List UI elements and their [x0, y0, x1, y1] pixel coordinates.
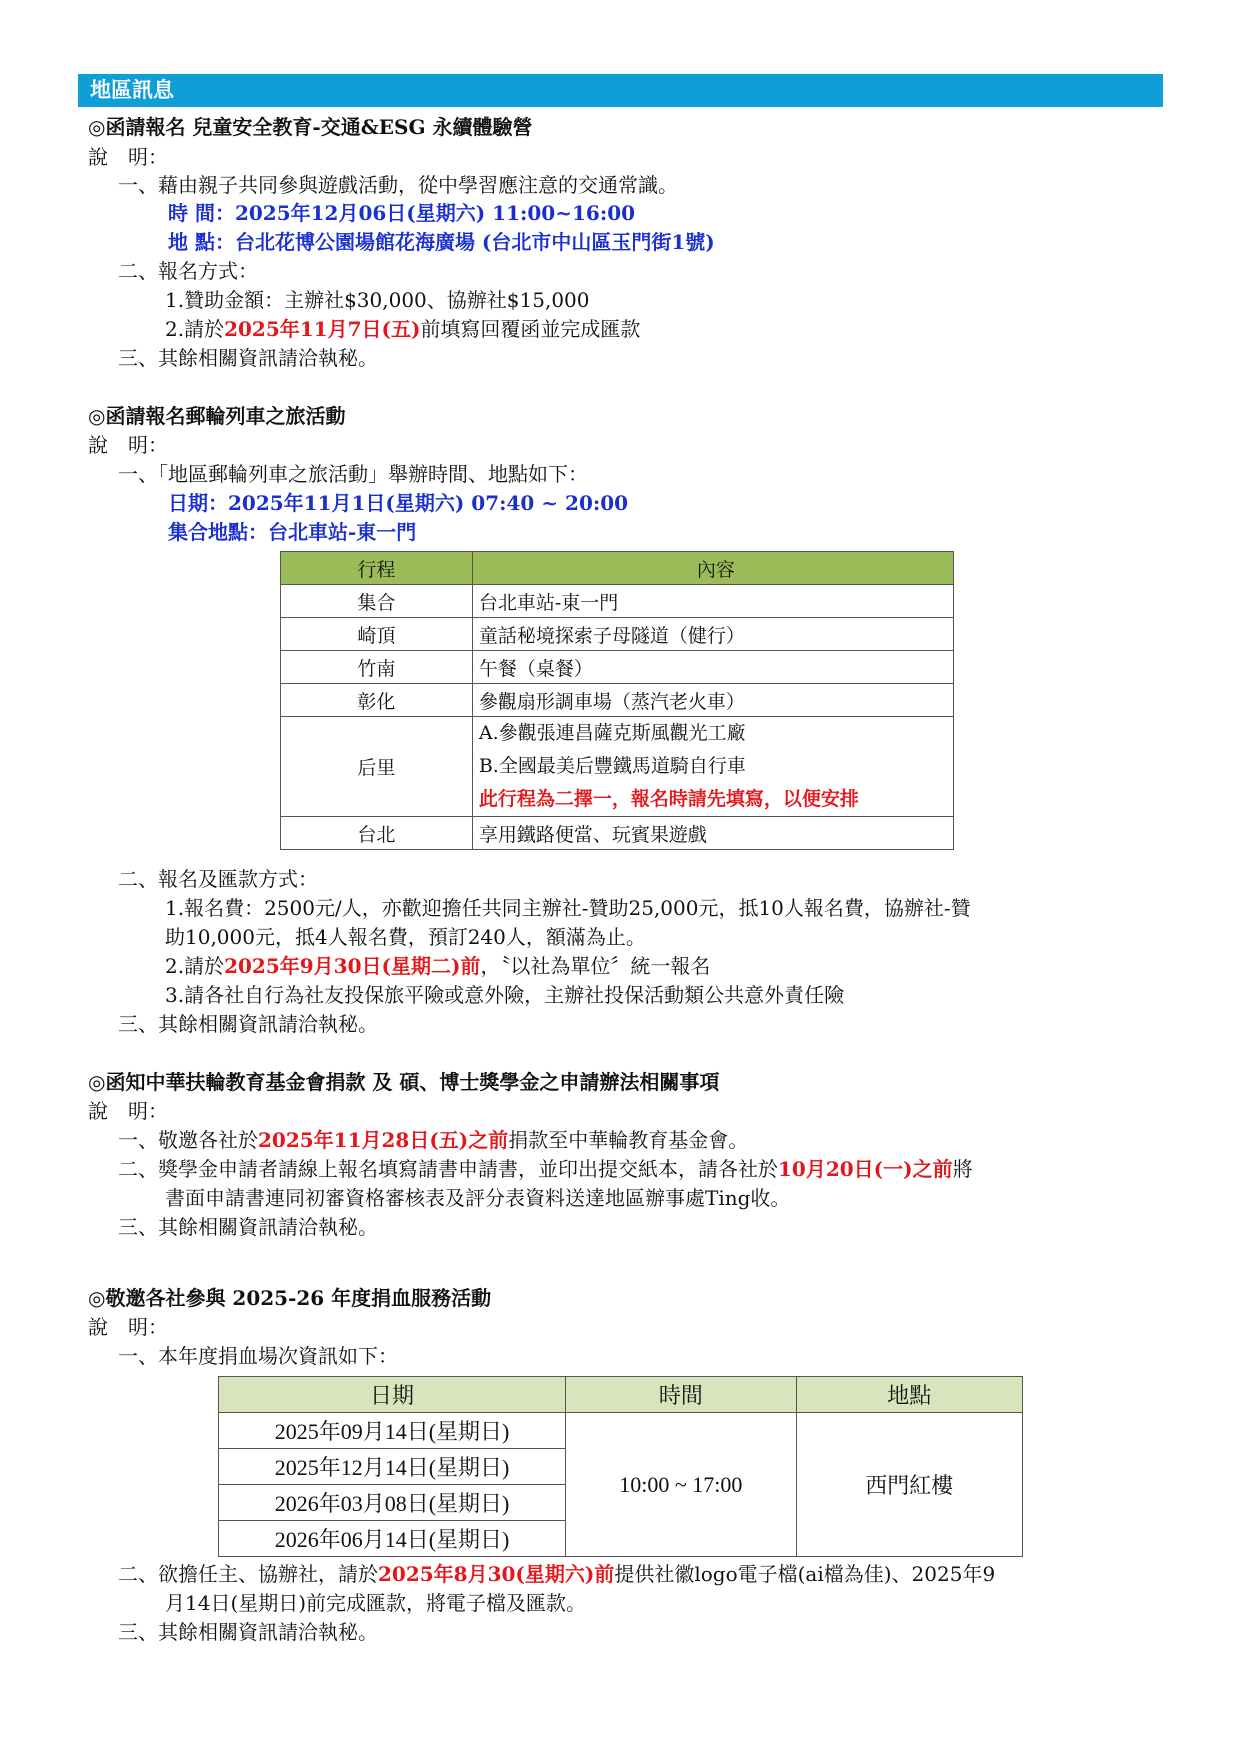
itinerary-content: 參觀扇形調車場（蒸汽老火車） — [472, 684, 953, 717]
s3-desc-label: 說 明： — [88, 1099, 168, 1123]
s3-item2-pre: 二、獎學金申請者請線上報名填寫請書申請書，並印出提交紙本，請各社於 — [118, 1157, 778, 1181]
itinerary-content — [472, 717, 953, 817]
itinerary-stop: 集合 — [281, 585, 473, 618]
s2-deadline-post: ，〝以社為單位〞統一報名 — [480, 954, 711, 978]
s3-item2b: 書面申請書連同初審資格審核表及評分表資料送達地區辦事處Ting收。 — [165, 1186, 791, 1210]
s3-item1-pre: 一、敬邀各社於 — [118, 1128, 258, 1152]
blood-header-cell: 日期 — [219, 1377, 566, 1413]
s2-item3: 三、其餘相關資訊請洽執秘。 — [118, 1012, 378, 1036]
itinerary-row — [281, 651, 954, 684]
s2-title: ◎函請報名郵輪列車之旅活動 — [88, 404, 346, 428]
s3-title: ◎函知中華扶輪教育基金會捐款 及 碩、博士獎學金之申請辦法相關事項 — [88, 1070, 720, 1094]
s3-item2-post: 將 — [952, 1157, 973, 1181]
s1-deadline-date: 2025年11月7日(五) — [224, 317, 421, 341]
s1-item1: 一、藉由親子共同參與遊戲活動，從中學習應注意的交通常識。 — [118, 173, 678, 197]
s3-item1-date: 2025年11月28日(五)之前 — [258, 1128, 509, 1152]
s2-desc-label: 說 明： — [88, 433, 168, 457]
s3-item1 — [118, 1126, 748, 1154]
s2-date: 日期：2025年11月1日(星期六) 07:40 ~ 20:00 — [168, 491, 629, 515]
s4-item2-post: 提供社徽logo電子檔(ai檔為佳)、2025年9 — [614, 1562, 996, 1586]
itinerary-stop: 彰化 — [281, 684, 473, 717]
s2-deadline — [165, 952, 710, 980]
itinerary-row — [281, 585, 954, 618]
itinerary-content: 午餐（桌餐） — [472, 651, 953, 684]
blood-header-cell: 地點 — [796, 1377, 1022, 1413]
s1-fee: 1.贊助金額：主辦社$30,000、協辦社$15,000 — [165, 288, 590, 312]
s2-meet: 集合地點：台北車站-東一門 — [168, 520, 417, 544]
s2-insurance: 3.請各社自行為社友投保旅平險或意外險，主辦社投保活動類公共意外責任險 — [165, 983, 845, 1007]
s1-desc-label: 說 明： — [88, 145, 168, 169]
s2-item1: 一、「地區郵輪列車之旅活動」舉辦時間、地點如下： — [118, 462, 588, 486]
blood-date: 2025年09月14日(星期日) — [219, 1413, 566, 1449]
blood-date: 2026年06月14日(星期日) — [219, 1521, 566, 1557]
s3-item1-post: 捐款至中華輪教育基金會。 — [508, 1128, 749, 1152]
itinerary-row — [281, 817, 954, 850]
blood-row — [219, 1413, 1023, 1449]
itinerary-row — [281, 684, 954, 717]
blood-header-cell: 時間 — [566, 1377, 796, 1413]
blood-header-row — [219, 1377, 1023, 1413]
itinerary-header-cell: 內容 — [472, 552, 953, 585]
itinerary-header-row — [281, 552, 954, 585]
itinerary-content: 童話秘境探索子母隧道（健行） — [472, 618, 953, 651]
s4-item3: 三、其餘相關資訊請洽執秘。 — [118, 1620, 378, 1644]
houli-option-a: A.參觀張連昌薩克斯風觀光工廠 — [478, 722, 746, 744]
blood-drive-table — [218, 1376, 1023, 1557]
s2-deadline-pre: 2.請於 — [165, 954, 225, 978]
s4-item1: 一、本年度捐血場次資訊如下： — [118, 1344, 398, 1368]
s1-deadline — [165, 315, 640, 343]
s3-item2-date: 10月20日(一)之前 — [778, 1157, 953, 1181]
s2-fee1b: 助10,000元，抵4人報名費，預訂240人，額滿為止。 — [165, 925, 646, 949]
s1-deadline-post: 前填寫回覆函並完成匯款 — [420, 317, 641, 341]
s4-item2 — [118, 1560, 995, 1588]
s4-title: ◎敬邀各社參與 2025-26 年度捐血服務活動 — [88, 1286, 492, 1310]
blood-date: 2026年03月08日(星期日) — [219, 1485, 566, 1521]
s2-deadline-date: 2025年9月30日(星期二)前 — [224, 954, 481, 978]
itinerary-stop: 台北 — [281, 817, 473, 850]
s1-time: 時 間：2025年12月06日(星期六) 11:00~16:00 — [168, 201, 636, 225]
itinerary-header-cell: 行程 — [281, 552, 473, 585]
s1-title: ◎函請報名 兒童安全教育-交通&ESG 永續體驗營 — [88, 115, 533, 139]
s4-item2-date: 2025年8月30(星期六)前 — [378, 1562, 615, 1586]
itinerary-content: 台北車站-東一門 — [472, 585, 953, 618]
blood-place: 西門紅樓 — [796, 1413, 1022, 1557]
itinerary-row — [281, 618, 954, 651]
s3-item2 — [118, 1155, 973, 1183]
houli-option-b: B.全國最美后豐鐵馬道騎自行車 — [478, 755, 746, 777]
itinerary-stop: 崎頂 — [281, 618, 473, 651]
itinerary-stop: 后里 — [281, 717, 473, 817]
s4-item2b: 月14日(星期日)前完成匯款，將電子檔及匯款。 — [165, 1591, 587, 1615]
itinerary-table — [280, 551, 954, 850]
s1-deadline-pre: 2.請於 — [165, 317, 225, 341]
section-header-bar: 地區訊息 — [78, 74, 1163, 107]
s2-item2: 二、報名及匯款方式： — [118, 867, 318, 891]
itinerary-row — [281, 717, 954, 817]
s3-item3: 三、其餘相關資訊請洽執秘。 — [118, 1215, 378, 1239]
s1-item2: 二、報名方式： — [118, 259, 258, 283]
s1-item3: 三、其餘相關資訊請洽執秘。 — [118, 346, 378, 370]
s4-desc-label: 說 明： — [88, 1315, 168, 1339]
s4-item2-pre: 二、欲擔任主、協辦社，請於 — [118, 1562, 378, 1586]
itinerary-content: 享用鐵路便當、玩賓果遊戲 — [472, 817, 953, 850]
houli-note: 此行程為二擇一，報名時請先填寫，以便安排 — [478, 788, 859, 810]
blood-date: 2025年12月14日(星期日) — [219, 1449, 566, 1485]
s2-fee1: 1.報名費：2500元/人，亦歡迎擔任共同主辦社-贊助25,000元，抵10人報名費，協辦社-贊 — [165, 896, 971, 920]
s1-place: 地 點：台北花博公園場館花海廣場 (台北市中山區玉門街1號) — [168, 230, 715, 254]
itinerary-stop: 竹南 — [281, 651, 473, 684]
blood-time: 10:00 ~ 17:00 — [566, 1413, 796, 1557]
